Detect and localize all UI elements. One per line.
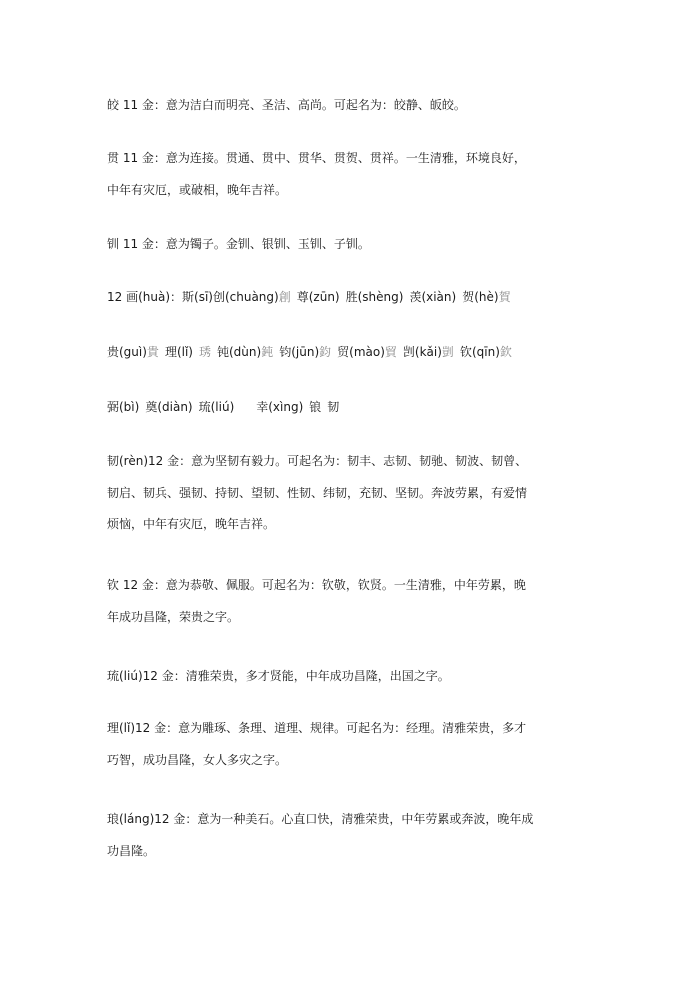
text-line: 贯 11 金：意为连接。贯通、贯中、贯华、贯贺、贯祥。一生清雅，环境良好，: [107, 151, 526, 165]
character-entry: 尊(zūn): [296, 290, 340, 304]
text-line: 钏 11 金：意为镯子。金钏、银钏、玉钏、子钏。: [107, 237, 370, 251]
character-entry: 羡(xiàn): [409, 290, 457, 304]
character-entry: 胜(shèng): [345, 290, 404, 304]
paragraph-guan: [107, 149, 607, 200]
stroke-list-line-3: [107, 398, 607, 418]
traditional-form: 貴: [146, 345, 159, 359]
character-entry: 理(lǐ): [164, 345, 193, 359]
paragraph-jiao: [107, 96, 607, 116]
traditional-form: 剴: [441, 345, 454, 359]
stroke-list-line-2: [107, 343, 607, 363]
character-entry: 奠(diàn): [145, 400, 193, 414]
traditional-form: 欽: [499, 345, 512, 359]
text-line: 中年有灾厄，或破相，晚年吉祥。: [107, 182, 288, 197]
paragraph-li: [107, 719, 607, 770]
text-line: [107, 343, 607, 363]
traditional-form: 創: [278, 290, 291, 304]
character-entry: 钧(jūn): [279, 345, 320, 359]
text-line: 钦 12 金：意为恭敬、佩服。可起名为：钦敬，钦贤。一生清雅，中年劳累，晚: [107, 578, 526, 592]
character-entry: 贸(mào): [337, 345, 385, 359]
stroke-list-line-1: [107, 288, 607, 308]
character-entry: 幸(xìng): [256, 400, 304, 414]
character-entry: 弼(bì): [107, 400, 140, 414]
text-line: 琉(liú)12 金：清雅荣贵，多才贤能，中年成功昌隆，出国之字。: [107, 669, 450, 683]
traditional-form: 賀: [498, 290, 511, 304]
character-entry: 剀(kǎi): [402, 345, 442, 359]
character-entry: 12 画(huà)：斯(sī)创(chuàng): [107, 290, 279, 304]
text-line: 理(lǐ)12 金：意为雕琢、条理、道理、规律。可起名为：经理。清雅荣贵，多才: [107, 721, 527, 735]
paragraph-liu: [107, 667, 607, 687]
traditional-form: 琇: [198, 345, 211, 359]
text-line: [107, 398, 607, 418]
traditional-form: 鈞: [319, 345, 332, 359]
paragraph-lang: [107, 810, 607, 861]
text-line: [107, 288, 607, 308]
paragraph-chuan: [107, 235, 607, 255]
character-entry: 韧: [327, 400, 340, 414]
text-line: 年成功昌隆，荣贵之字。: [107, 609, 240, 624]
text-line: 韧(rèn)12 金：意为坚韧有毅力。可起名为：韧丰、志韧、韧驰、韧波、韧曾、: [107, 454, 528, 468]
text-line: 琅(láng)12 金：意为一种美石。心直口快，清雅荣贵，中年劳累或奔波，晚年成: [107, 812, 534, 826]
text-line: 功昌隆。: [107, 843, 156, 858]
paragraph-ren: [107, 452, 607, 535]
character-entry: 琉(liú): [198, 400, 235, 414]
text-line: 皎 11 金：意为洁白而明亮、圣洁、高尚。可起名为：皎静、皈皎。: [107, 98, 466, 112]
character-entry: 贺(hè): [462, 290, 499, 304]
character-entry: 钝(dùn): [217, 345, 262, 359]
character-entry: 贵(guì): [107, 345, 147, 359]
text-line: 巧智，成功昌隆，女人多灾之字。: [107, 752, 288, 767]
traditional-form: 鈍: [261, 345, 274, 359]
character-entry: 钦(qīn): [459, 345, 500, 359]
character-entry: 锒: [309, 400, 322, 414]
text-line: 韧启、韧兵、强韧、持韧、望韧、性韧、纬韧，充韧、坚韧。奔波劳累，有爱情: [107, 485, 528, 500]
text-line: 烦恼，中年有灾厄，晚年吉祥。: [107, 517, 276, 531]
paragraph-qin: [107, 576, 607, 627]
traditional-form: 貿: [384, 345, 397, 359]
